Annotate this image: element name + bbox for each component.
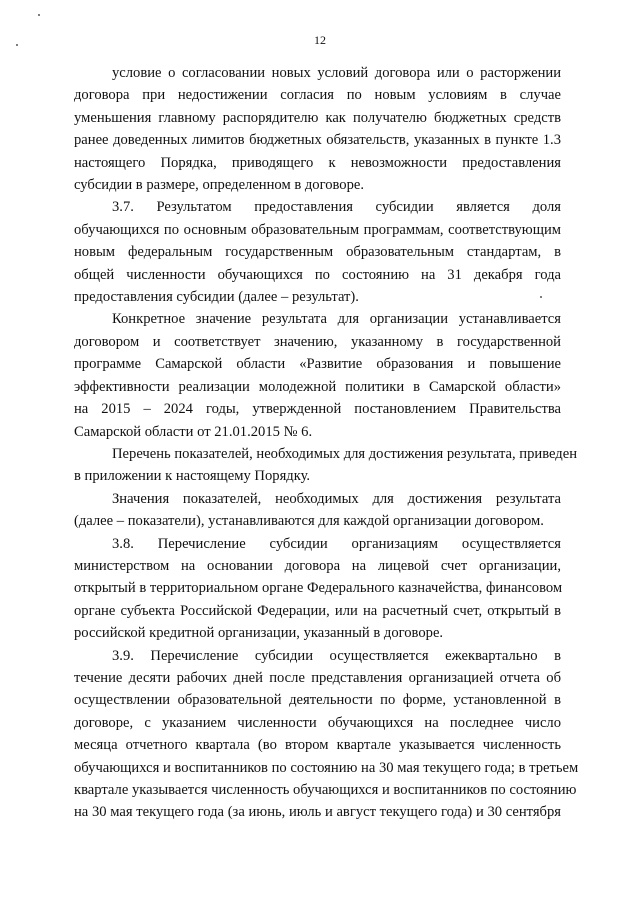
text-line: квартале указывается численность обучающихся и воспитанников по состоянию <box>74 782 577 798</box>
text-line: осуществлении образовательной деятельности по форме, установленной в <box>74 692 561 709</box>
paragraph <box>74 645 579 824</box>
paragraph <box>74 533 561 645</box>
text-line: Значения показателей, необходимых для достижения результата <box>112 490 561 507</box>
text-line: открытый в территориальном органе Федерального казначейства, финансовом <box>74 580 563 597</box>
text-line: субсидии в размере, определенном в договоре. <box>74 177 365 194</box>
text-line: обучающихся по основным образовательным программам, соответствующим <box>74 221 561 238</box>
text-line: обучающихся и воспитанников по состоянию на 30 мая текущего года; в третьем <box>74 759 579 776</box>
text-line: программе Самарской области «Развитие образования и повышение <box>74 356 561 373</box>
paragraph <box>74 488 561 533</box>
text-line: предоставления субсидии (далее – результат). <box>74 289 359 306</box>
text-line: Перечень показателей, необходимых для достижения результата, приведен <box>112 445 578 462</box>
text-line: органе субъекта Российской Федерации, или на расчетный счет, открытый в <box>74 602 561 619</box>
text-line: Самарской области от 21.01.2015 № 6. <box>74 423 313 440</box>
text-line: договора при недостижении согласия по новым условиям в случае <box>74 87 561 104</box>
text-line: 3.7. Результатом предоставления субсидии является доля <box>112 199 561 216</box>
text-line: договором и соответствует значению, указанному в государственной <box>74 333 561 350</box>
text-line: 3.8. Перечисление субсидии организациям осуществляется <box>112 535 561 552</box>
text-line: новым федеральным государственным образовательным стандартам, в <box>74 244 561 261</box>
text-line: на 2015 – 2024 годы, утвержденной постановлением Правительства <box>74 401 561 418</box>
text-line: в приложении к настоящему Порядку. <box>74 468 311 485</box>
text-line: уменьшения главному распорядителю как получателю бюджетных средств <box>74 109 561 126</box>
page-number: 12 <box>314 33 326 47</box>
text-line: общей численности обучающихся по состоянию на 31 декабря года <box>74 266 561 283</box>
text-line: эффективности реализации молодежной политики в Самарской области» <box>74 378 561 395</box>
text-line: условие о согласовании новых условий договора или о расторжении <box>112 65 561 81</box>
paragraph <box>74 308 561 442</box>
scan-speck <box>16 44 18 46</box>
text-line: течение десяти рабочих дней после представления организацией отчета об <box>74 669 561 686</box>
text-line: Конкретное значение результата для организации устанавливается <box>112 311 561 328</box>
text-line: министерством на основании договора на лицевой счет организации, <box>74 557 561 574</box>
text-line: российской кредитной организации, указанный в договоре. <box>74 625 444 642</box>
scan-speck <box>38 14 40 16</box>
scan-speck <box>540 296 542 298</box>
text-line: договоре, с указанием численности обучающихся на последнее число <box>74 714 561 731</box>
body-text <box>74 62 579 824</box>
text-line: (далее – показатели), устанавливаются для каждой организации договором. <box>74 513 544 530</box>
text-line: ранее доведенных лимитов бюджетных обязательств, указанных в пункте 1.3 <box>74 132 561 149</box>
paragraph <box>74 196 561 308</box>
text-line: 3.9. Перечисление субсидии осуществляется ежеквартально в <box>112 647 561 664</box>
text-line: месяца отчетного квартала (во втором квартале указывается численность <box>74 737 561 754</box>
paragraph <box>74 443 578 488</box>
text-line: на 30 мая текущего года (за июнь, июль и август текущего года) и 30 сентября <box>74 804 561 821</box>
paragraph <box>74 62 561 196</box>
text-line: настоящего Порядка, приводящего к невозможности предоставления <box>74 154 561 171</box>
